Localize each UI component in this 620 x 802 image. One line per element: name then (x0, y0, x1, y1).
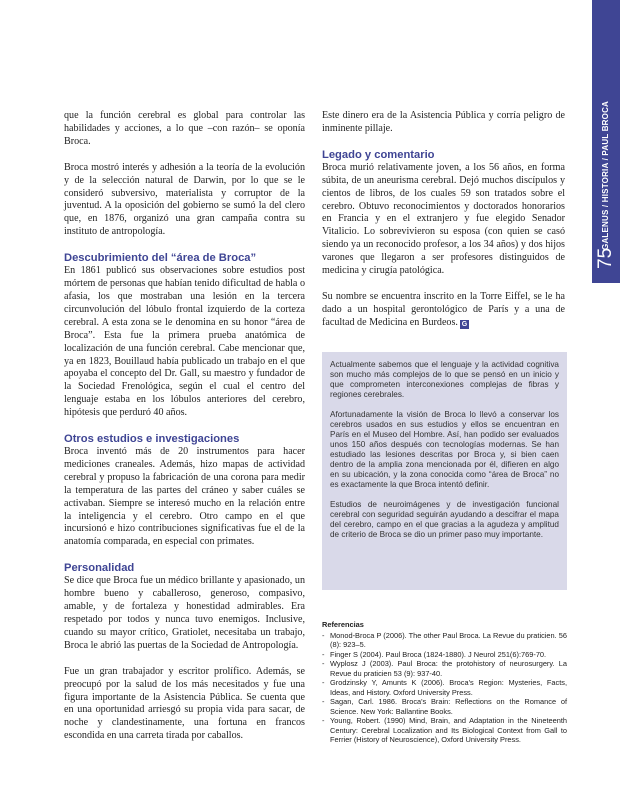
paragraph: En 1861 publicó sus observaciones sobre estudios post mórtem de personas que habían tenido dificultad de habla o afasia, los que mostraban una lesión en la tercera circunvolución del lóbulo frontal izquierdo de la corteza cerebral. A esta zona se le denomina en su honor “área de Broca”. Esta fue la primera prueba anatómica de localización de una función cerebral. Cabe mencionar que, ya en 1823, Bouillaud había publicado un trabajo en el que apoyaba el concepto del Dr. Gall, su maestro y fundador de la Sociedad Frenológica, según el cual el centro del lenguaje estaba en los lóbulos anteriores del cerebro, hipótesis que perduró 40 años. (64, 265, 305, 419)
paragraph: Fue un gran trabajador y escritor prolífico. Además, se preocupó por la salud de los más necesitados y fue una figura importante de la Asistencia Pública. Se cuenta que en una oportunidad arriesgó su propia vida para sacar, de noche y clandestinamente, una fortuna en francos escondida en una carreta tirada por caballos. (64, 665, 305, 742)
paragraph-final (322, 291, 565, 330)
reference-item: - Sagan, Carl. 1986. Broca's Brain: Reflections on the Romance of Science. New York: Ballantine Books. (322, 697, 567, 716)
section-heading: Personalidad (64, 562, 135, 575)
right-column (322, 110, 565, 343)
section-heading: Descubrimiento del “área de Broca” (64, 252, 257, 265)
left-column (64, 110, 305, 756)
section-heading: Otros estudios e investigaciones (64, 433, 240, 446)
reference-item: - Finger S (2004). Paul Broca (1824-1880). J Neurol 251(6):769-70. (322, 650, 567, 660)
page-number: 75 (595, 247, 616, 269)
section-personality (64, 562, 305, 652)
references (322, 620, 567, 745)
reference-item: - Grodzinsky Y, Amunts K (2006). Broca's Region: Mysteries, Facts, Ideas, and History. Oxford University Press. (322, 678, 567, 697)
end-of-article-mark: G (461, 320, 468, 328)
reference-item: - Wyplosz J (2003). Paul Broca: the protohistory of neurosurgery. La Revue du praticien 53 (9): 937-40. (322, 659, 567, 678)
section-legacy (322, 149, 565, 278)
reference-item: - Monod-Broca P (2006). The other Paul Broca. La Revue du praticien. 56 (8): 923–5. (322, 631, 567, 650)
paragraph: Se dice que Broca fue un médico brillante y apasionado, un hombre bueno y caballeroso, generoso, compasivo, amable, y de fortaleza y honestidad admirables. Era respetado por todos y nunca tuvo enemigos. Inclusive, cuando su mayor crítico, Gratiolet, necesitaba un trabajo, Broca le abrió las puertas de la Sociedad de Antropología. (64, 575, 305, 651)
box-paragraph: Estudios de neuroimágenes y de investigación funcional cerebral con seguridad seguirán ayudando a descifrar el mapa del cerebro, campo en el que gracias a la agudeza y amplitud de criterio de Broca se dio un primer paso muy importante. (330, 500, 559, 539)
paragraph: que la función cerebral es global para controlar las habilidades y acciones, a lo que –con razón– se oponía Broca. (64, 110, 305, 147)
reference-item: - Young, Robert. (1990) Mind, Brain, and Adaptation in the Nineteenth Century: Cerebral Localization and Its Biological Context from Gall to Ferrier (History of Neuroscience), Oxford University Press. (322, 716, 567, 745)
section-heading: Legado y comentario (322, 148, 435, 161)
paragraph: Broca inventó más de 20 instrumentos para hacer mediciones craneales. Además, hizo mapas de actividad cerebral y propuso la fabricación de una corona para medir la temperatura de las partes del cráneo y saber cuáles se activaban. Siempre se interesó mucho en la relación entre la inteligencia y el cerebro. Otro campo en el que incursionó e hizo contribuciones significativas fue el de la anatomía comparada, en especial con primates. (64, 446, 305, 548)
paragraph: Broca mostró interés y adhesión a la teoría de la evolución y de la selección natural de Darwin, por lo que se le consideró subversivo, materialista y corruptor de la juventud. A la oposición del gobierno se sumó la del clero que, en 1876, organizó una gran campaña contra su instituto de antropología. (64, 161, 305, 238)
paragraph-text: Su nombre se encuentra inscrito en la Torre Eiffel, se le ha dado a un hospital gerontológico de París y a una de facultad de Medicina en Burdeos. (322, 290, 565, 328)
box-paragraph: Actualmente sabemos que el lenguaje y la actividad cognitiva son mucho más complejos de lo que se pensó en un inicio y que comprometen interconexiones complejas de fibras y regiones cerebrales. (330, 360, 559, 399)
paragraph: Broca murió relativamente joven, a los 56 años, en forma súbita, de un aneurisma cerebral. Dejó muchos discípulos y cientos de libros, de los cuales 59 son tratados sobre el cerebro. Obtuvo reconocimientos y doctorados honorarios en Francia y en el extranjero y fue elegido Senador Vitalicio. Lo sobrevivieron su esposa (con quien se casó siendo ya un reconocido profesor, a los 34 años) y dos hijos varones que llegaron a ser profesores distinguidos de medicina y cirugía patológica. (322, 161, 565, 277)
references-list (322, 631, 567, 745)
running-head: GALENUS / HISTORIA / PAUL BROCA (601, 100, 610, 250)
section-other-studies (64, 433, 305, 549)
section-discovery (64, 252, 305, 420)
paragraph: Este dinero era de la Asistencia Pública y corría peligro de inminente pillaje. (322, 110, 565, 134)
references-title: Referencias (322, 620, 364, 629)
commentary-box (322, 352, 567, 590)
box-paragraph: Afortunadamente la visión de Broca lo llevó a conservar los cerebros usados en sus estudios y ellos se encuentran en París en el Museo del Hombre. Así, han podido ser evaluados unos 150 años después con tecnologías modernas. Se han estudiado las lesiones descritas por Broca y, si bien caen dentro de la amplia zona mencionada por él, difieren en algo en su ubicación, y la zona conocida como “área de Broca” no es exactamente la que Broca intentó definir. (330, 410, 559, 489)
